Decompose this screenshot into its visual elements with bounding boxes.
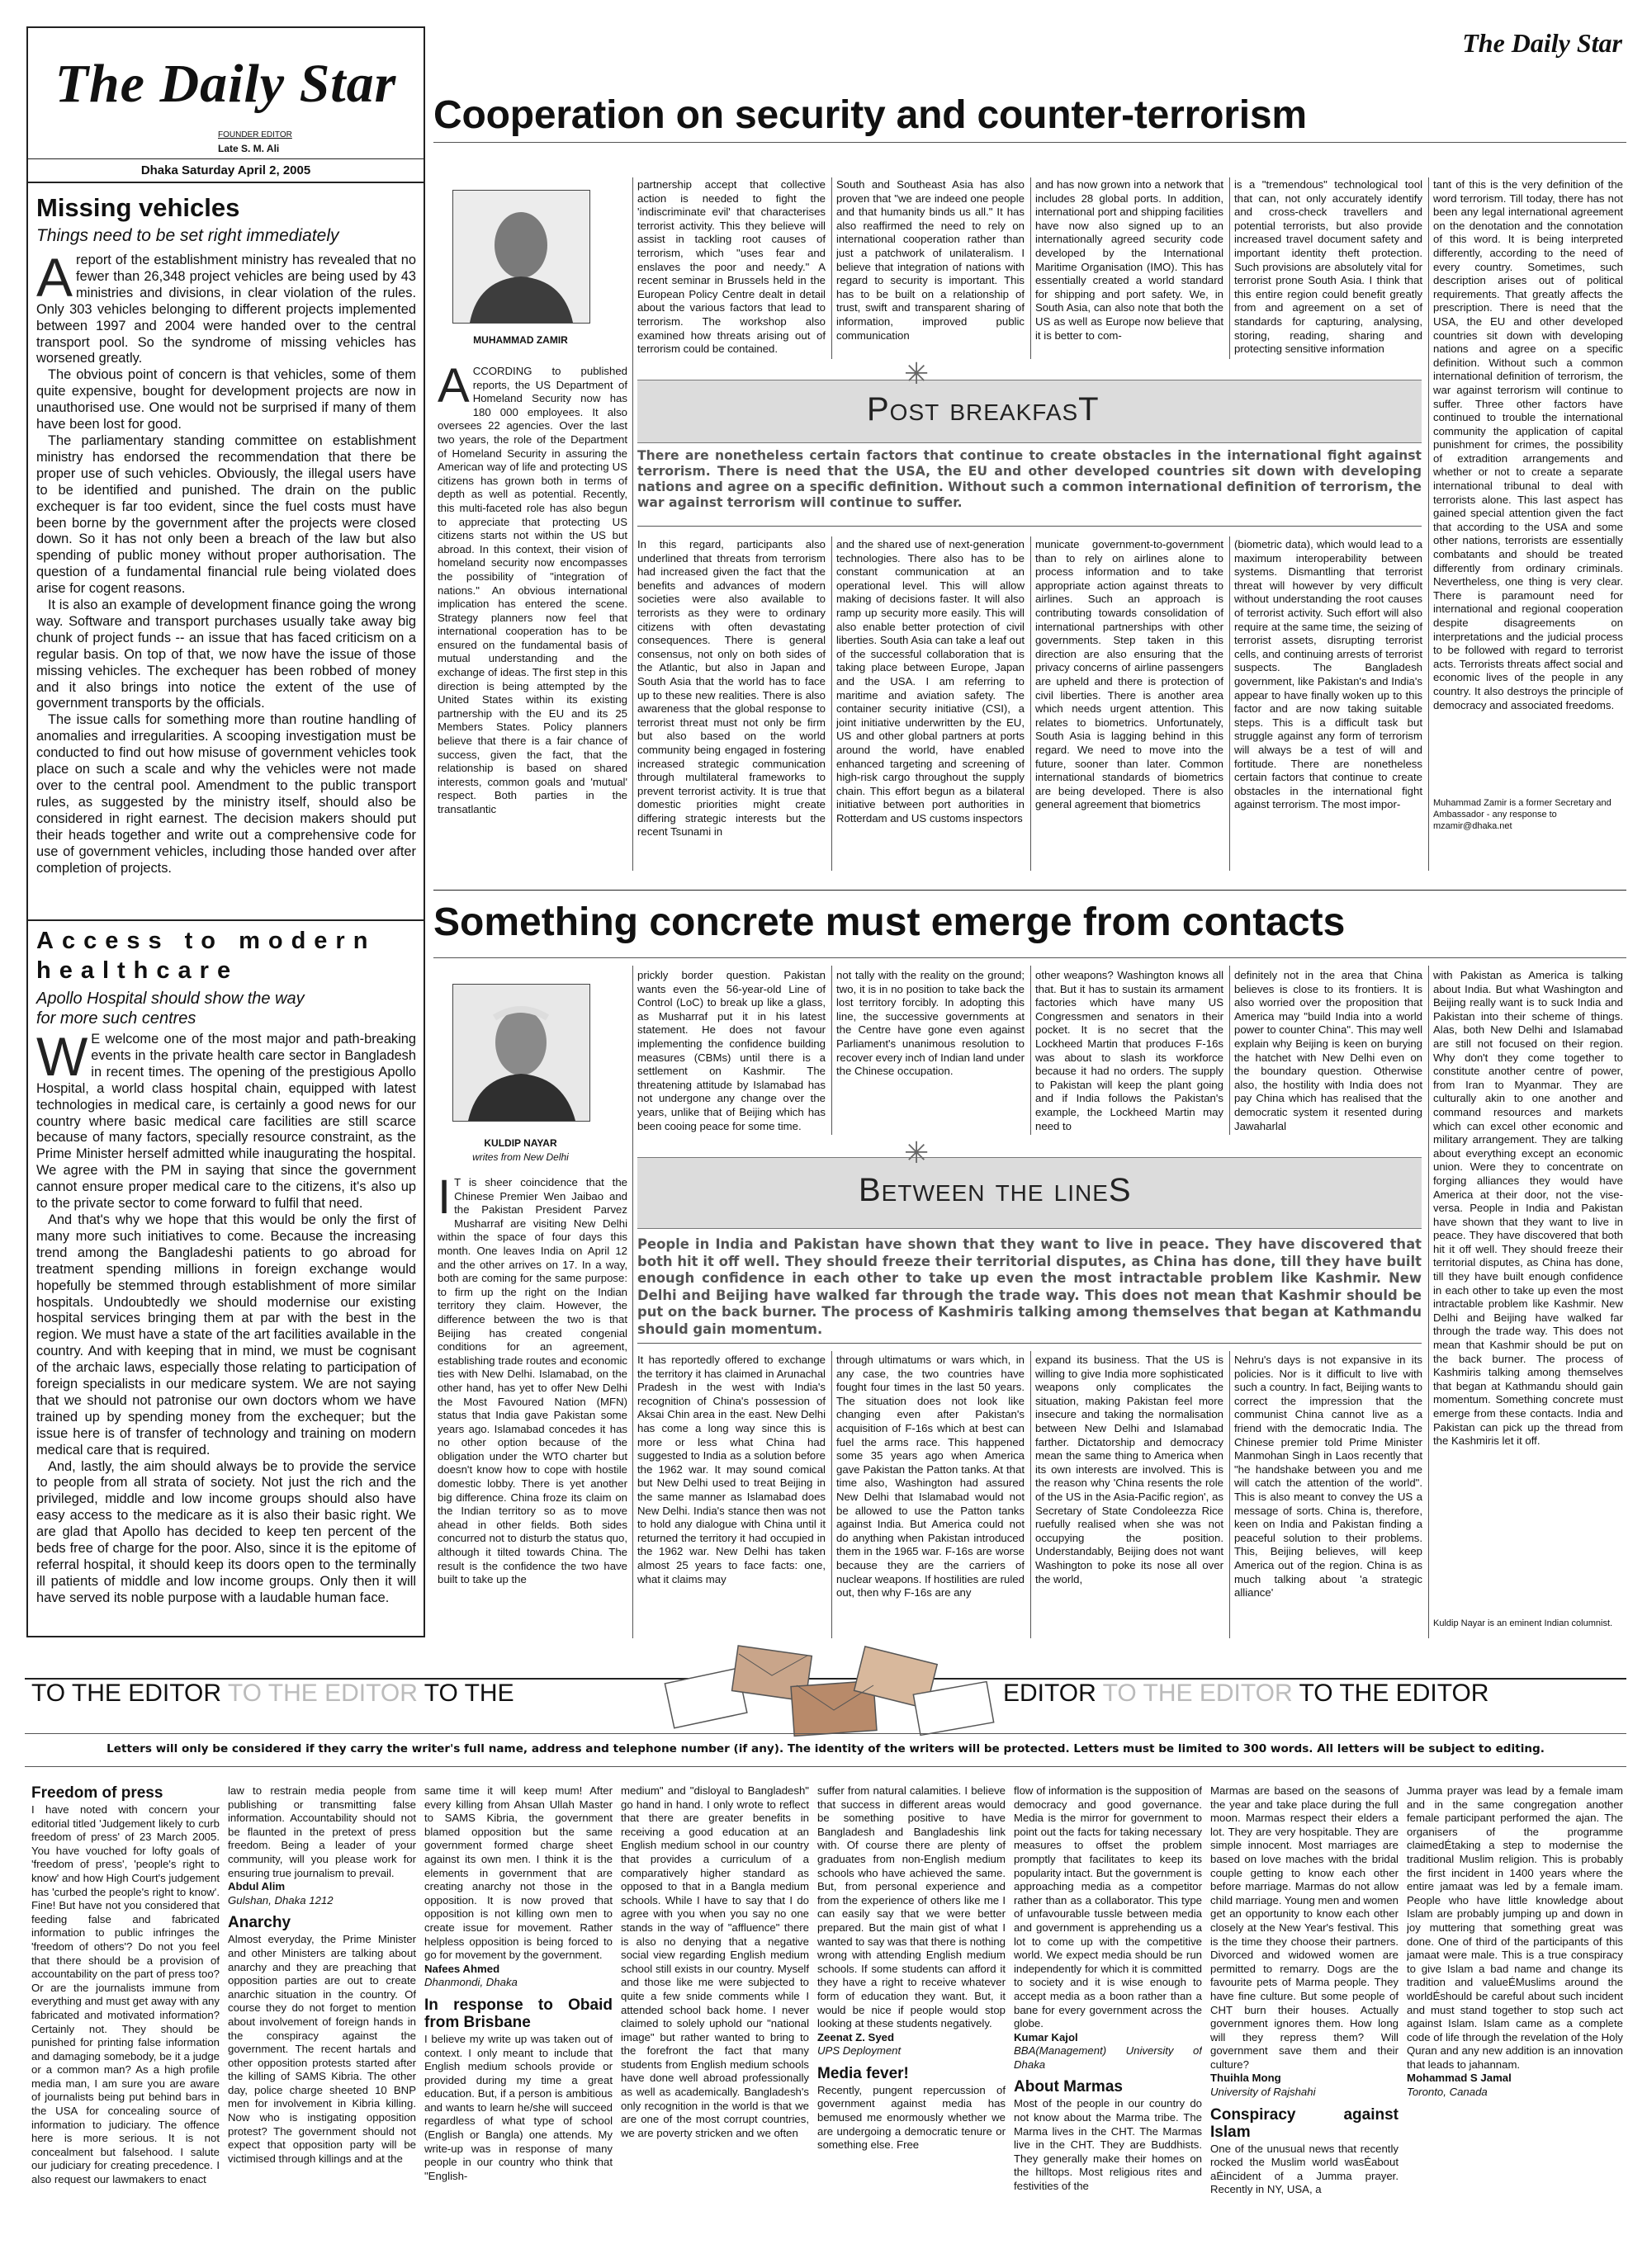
article2-column: other weapons? Washington knows all that. But it has to sustain its armament factories which have many US Congressmen and senators in their pocket. It is no secret that the Lockheed Martin that produces F-16s was about to slash its workforce because it had no orders. The supply to Pakistan will keep the plant going and if India follows the Pakistan's example, the Lockheed Martin may need to xyxy=(1035,969,1223,1132)
column-name: Post breakfasT xyxy=(867,391,1100,428)
letter-location: Gulshan, Dhaka 1212 xyxy=(228,1893,334,1907)
column-rule xyxy=(1229,1351,1230,1638)
paragraph: report of the establishment ministry has revealed that no fewer than 26,348 project vehicles are being used by 43 ministries and divisions, in clear violation of the rules. Only 303 vehicles belonging to different projects implemented between 1997 and 2004 were handed over to the central transport pool. So the syndrome of missing vehicles has worsened greatly. xyxy=(36,253,416,366)
article2-headline: Something concrete must emerge from contacts xyxy=(433,900,1346,944)
letters-notice: Letters will only be considered if they carry the writer's full name, address and telephone number (if any). The identity of the writers will be protected. Letters must be limited to 300 words. All letters will be subject to editing. xyxy=(106,1742,1545,1755)
letter-text: One of the unusual news that recently rocked the Muslim world wasÉabout aÉincident of a Jumma prayer. Recently in NY, USA, a xyxy=(1210,2142,1399,2196)
article2-column: expand its business. That the US is willing to give India more sophisticated weapons only complicates the situation, making Pakistan feel more insecure and taking the normalisation between New Delhi and Islamabad farther. Dictatorship and democracy mean the same thing to America when its own interests are involved. This is the reason why 'China resents the role of the US in the Asia-Pacific region', as Secretary of State Condoleezza Rice ruefully realised when she was not occupying the position. Understandably, Beijing does not want Washington to poke its nose all over the world, xyxy=(1035,1354,1223,1585)
letter-title: About Marmas xyxy=(1014,2078,1123,2096)
author-portrait-image xyxy=(453,985,589,1121)
letter-text: Jumma prayer was lead by a female imam and in the same congregation another female participant performed the ajan. The organisers of the programme claimedÉtaking a step to modernise the traditional Muslim religion. This is probably the first incident in 1400 years where the entire jamaat was led by a female imam. People who have little knowledge about Islam are probably jumping up and down in joy muttering that something great was done. One of third of the participants of this jamaat were male. This is a true conspiracy to give Islam a bad name and change its tradition and valueÉMuslims around the worldÉshould be careful about such incident and must stand together to stop such act against Islam. Islam came as a complete code of life through the revelation of the Holy Quran and any new addition is an innovation that leads to jahannam. xyxy=(1407,1784,1623,2071)
letters-column xyxy=(1210,1784,1399,2251)
envelope-icon xyxy=(660,1642,1007,1741)
dropcap: A xyxy=(36,253,73,308)
letters-column xyxy=(817,1784,1006,2251)
article2-column: through ultimatums or wars which, in any case, the two countries have fought four times in the last 50 years. The situation does not look like changing even after Pakistan's acquisition of F-16s which at best can fuel the arms race. This happened some 35 years ago when America gave Pakistan the Patton tanks. At that time also, Washington had assured New Delhi that Islamabad would not be allowed to use the Patton tanks against India. But America could not do anything when Pakistan introduced them in the 1965 war. F-16s are worse because they are the carriers of nuclear weapons. If hostilities are ruled out, then why F-16s are any xyxy=(836,1354,1025,1599)
editorial2-title: Access to modern healthcare xyxy=(36,928,376,984)
headline-rule xyxy=(433,957,1626,958)
letter-signature: Mohammad S Jamal xyxy=(1407,2072,1512,2085)
paragraph: And, lastly, the aim should always be to provide the service to people from all strata of society. Not just the rich and the privileged, middle and low income groups should also have easy access to the medicare as it is also their basic right. We are glad that Apollo has decided to keep ten percent of the beds free of charge for the poor. Also, since it is the epitome of referral hospital, it should keep its doors open to the terminally ill patients of middle and low income groups. Only then it will have served its noble purpose with a laudable human face. xyxy=(36,1458,416,1605)
author-photo xyxy=(452,984,590,1122)
paragraph: T is sheer coincidence that the Chinese Premier Wen Jaibao and the Pakistan President Parvez Musharraf are visiting New Delhi within the space of four days this month. One leaves India on April 12 and the other arrives on 17. In a way, both are coming for the same purpose: to firm up the right on the Indian territory they claim. However, the difference between the two is that Beijing has created congenial conditions for an agreement, establishing trade routes and economic ties with New Delhi. Islamabad, on the other hand, has yet to offer New Delhi the Most Favoured Nation (MFN) status that India gave Pakistan some years ago. Islamabad concedes it has no other option because of the obligation under the WTO charter but doesn't know how to cope with hostile domestic lobby. There is yet another big difference. China froze its claim on the Indian territory so as to move ahead in other fields. Both sides concurred not to disturb the status quo, although it tilted towards China. The result is the confidence the two have built to take up the xyxy=(438,1176,627,1586)
column-rule xyxy=(1030,1351,1031,1638)
banner-star-icon: ✳ xyxy=(904,357,930,390)
letter-location: University of Rajshahi xyxy=(1210,2086,1316,2099)
column-rule xyxy=(1428,177,1429,871)
letter-location: BBA(Management) University of Dhaka xyxy=(1014,2044,1202,2071)
editorial-subtitle: Things need to be set right immediately xyxy=(36,226,339,245)
letter-text: Recently, pungent repercussion of government against media has bemused me enormously whether we are undergoing a democratic tenure or something else. Free xyxy=(817,2083,1006,2152)
letter-text: Marmas are based on the seasons of the year and take place during the full moon. Marmas respect their elders a lot. They are very hospitable. They are simple innocent. Most marriages are based on love maches with the bridal couple getting to know each other before marriage. Marmas do not allow child marriage. Young men and women get an opportunity to know each other closely at the New Year's festival. This is the time they choose their partners. Divorced and widowed women are permitted to remarry. Dogs are the favourite pets of Marma people. They have fine culture. But some people of CHT burn their houses. Actually government ignores them. How long will they repress them? Will government save them and their culture? xyxy=(1210,1784,1399,2071)
article2-column: Nehru's days is not expansive in its policies. Nor is it difficult to live with such a country. In fact, Beijing wants to correct the impression that the communist China cannot live as a friend with the democratic India. The Chinese premier told Prime Minister Manmohan Singh in Laos recently that "he handshake between you and me will catch the attention of the world". This is also meant to convey the US a message of sorts. China is, therefore, keen on India and Pakistan finding a peaceful solution to their problems. This, Beijing believes, will keep America out of the region. China is as much talking about 'a strategic alliance' xyxy=(1234,1354,1422,1599)
paragraph: The obvious point of concern is that vehicles, some of them quite expensive, bought for development projects are now in unauthorised use. One would not be surprised if many of them have been lost for good. xyxy=(36,367,416,432)
pullquote-rule xyxy=(637,526,1422,527)
author-byline: KULDIP NAYAR xyxy=(484,1137,557,1149)
letters-header-left: TO THE EDITOR TO THE EDITOR TO THE xyxy=(31,1680,514,1707)
letters-rule xyxy=(25,1733,1626,1734)
editorial-sidebar xyxy=(26,26,425,1637)
dateline-rule xyxy=(28,182,424,183)
column-rule xyxy=(1428,966,1429,1638)
author-note: Muhammad Zamir is a former Secretary and Ambassador - any response to mzamir@dhaka.net xyxy=(1433,798,1612,831)
author-byline: MUHAMMAD ZAMIR xyxy=(473,334,568,346)
page-logo: The Daily Star xyxy=(1462,28,1622,58)
letters-column xyxy=(621,1784,809,2251)
letter-signature: Zeenat Z. Syed xyxy=(817,2030,895,2044)
letters-column xyxy=(1407,1784,1623,2251)
column-rule xyxy=(1030,536,1031,871)
author-portrait-image xyxy=(453,191,589,323)
article1-column: and has now grown into a network that includes 28 global ports. In addition, international port and shipping facilities have now also signed up to an internationally agreed security code developed by the International Maritime Organisation (IMO). This has essentially created a world standard for shipping and port safety. We, in South Asia, can also note that both the US as well as Europe now believe that it is better to com- xyxy=(1035,178,1223,342)
column-rule xyxy=(1030,966,1031,1135)
article1-column: and the shared use of next-generation technologies. There also has to be constant communication at an operational level. This will allow making of decisions faster. It will also ramp up security more easily. This will also enable better protection of civil liberties. South Asia can take a leaf out of the successful collaboration that is taking place between Europe, Japan and the USA. I am referring to maritime and aviation safety. The container security initiative (CSI), a joint initiative underwritten by the EU, US and other global partners at ports around the world, have enabled enhanced targeting and screening of high-risk cargo throughout the supply chain. This effort begun as a bilateral initiative between port authorities in Rotterdam and US customs inspectors xyxy=(836,538,1025,825)
column-rule xyxy=(1229,966,1230,1135)
letter-title: Freedom of press xyxy=(31,1784,163,1802)
letter-text: flow of information is the supposition of democracy and good governance. Media is the mirror for government to point out the facts for taking necessary measures to offset the problem promptly that facilitates to keep its popularity intact. But the government is approaching media as a competitor rather than as a collaborator. This type of unfavourable tussle between media and government is apprehending us a lot to come up with the competitive world. We expect media should be run independently for which it is committed to society and it is wise enough to accept media as a boon rather than a bane for every government across the globe. xyxy=(1014,1784,1202,2030)
letters-column xyxy=(228,1784,416,2251)
paragraph: The issue calls for something more than routine handling of anomalies and irregularities. A scooping investigation must be conducted to find out how misuse of government vehicles took place on such a scale and why the vehicles were not made over to the central pool. Amendment to the public transport rules, as suggested by the ministry itself, should also be considered in right earnest. The decision makers should put their heads together and write out a comprehensive code for use of government vehicles, including those handed over after completion of projects. xyxy=(36,712,416,876)
letter-title: Anarchy xyxy=(228,1914,291,1932)
letter-signature: Thuihla Mong xyxy=(1210,2072,1281,2085)
paragraph: It is also an example of development finance going the wrong way. Software and transport purchases usually take away big chunk of project funds -- an issue that has faced criticism on a regular basis. On top of that, we now have the issue of those missing vehicles. The exchequer has been robbed of money and it also brings into notice the extent of the use of government transports by the officials. xyxy=(36,598,416,711)
letter-title: In response to Obaid from Brisbane xyxy=(424,1996,613,2031)
column-rule xyxy=(831,966,832,1135)
letter-location: UPS Deployment xyxy=(817,2044,902,2058)
letter-text: law to restrain media people from publishing or transmitting false information. Accountability should not be flaunted in the pretext of press freedom. Being a leader of your community, will you please work for ensuring true journalism to prevail. xyxy=(228,1784,416,1879)
column-rule xyxy=(831,536,832,871)
article1-column: is a "tremendous" technological tool that can, not only accurately identify and cross-check travellers and potential terrorists, but also provide increased travel document safety and important identity theft protection. Such provisions are absolutely vital for terrorist prone South Asia. I think that this entire region could benefit greatly from and agreement on a set of standards for capturing, analysing, storing, reading, sharing and protecting sensitive information xyxy=(1234,178,1422,356)
dropcap: I xyxy=(438,1176,452,1224)
letters-header-right: EDITOR TO THE EDITOR TO THE EDITOR xyxy=(1003,1680,1489,1707)
masthead-rule xyxy=(28,158,424,159)
article2-column xyxy=(438,1176,627,1638)
dropcap: A xyxy=(438,365,470,413)
letter-location: Dhanmondi, Dhaka xyxy=(424,1976,518,1989)
letter-text: medium" and "disloyal to Bangladesh" go hand in hand. I only wrote to reflect that there are greater benefits in receiving a good education at an English medium school in our country that provides a curriculum of a comparatively higher standard as opposed to that in a Bangla medium schools. While I have to say that I do agree with you when you say no one stands in the way of "affluence" there is also no denying that a negative social view regarding English medium school still exists in our country. Myself and those like me were subjected to quite a few snide comments while I attended school back home. I never claimed to solely uphold our "national image" but rather wanted to bring to the forefront the fact that many students from English medium schools have done well abroad professionally as well as academically. Bangladesh's only recognition in the world is that we are one of the most corrupt countries, we are poverty stricken and we often xyxy=(621,1784,809,2139)
editorial2-body xyxy=(36,1032,416,1631)
paragraph: E welcome one of the most major and path-breaking events in the private health care sector in Bangladesh in recent times. The opening of the prestigious Apollo Hospital, a world class hospital chain, equipped with latest technologies in medical care, is certainly a good news for our country where basic medical care facilities are still scarce because of many factors, specially resource constraint, as the Prime Minister herself admitted while inaugurating the hospital. We agree with the PM in saying that since the government cannot ensure proper medical care to the citizens, it's also up to the private sector to come forward to fulfil that need. xyxy=(36,1032,416,1212)
letters-column xyxy=(424,1784,613,2251)
pullquote: People in India and Pakistan have shown that they want to live in peace. They have discovered that both hit it off well. They should freeze their territorial disputes, as China has done, till they have built enough confidence in each other to take up even the most intractable problem like Kashmir. New Delhi and Beijing have walked far through the trade way. This does not mean that Kashmir should be put on the back burner. The process of Kashmiris talking among themselves that began at Kathmandu should gain momentum. xyxy=(637,1236,1422,1337)
article1-column: South and Southeast Asia has also proven that "we are indeed one people and that humanity binds us all." It has also reaffirmed the need to rely on international cooperation rather than just a patchwork of unilateralism. I believe that integration of nations with regard to security is important. This has to be built on a relationship of trust, swift and transparent sharing of information, improved public communication xyxy=(836,178,1025,342)
author-photo xyxy=(452,190,590,324)
editorial-title: Missing vehicles xyxy=(36,193,240,222)
envelopes-illustration xyxy=(660,1642,1007,1741)
editorial-body xyxy=(36,253,416,910)
column-name: Between the lineS xyxy=(859,1172,1132,1208)
letter-title: Media fever! xyxy=(817,2064,909,2082)
column-rule xyxy=(632,966,633,1638)
article2-column: with Pakistan as America is talking about India. But what Washington and Beijing really want is to suck India and Pakistan into their scheme of things. Alas, both New Delhi and Islamabad are still not focused on their region. Why don't they come together to constitute another centre of power, from Iran to Myanmar. They are culturally akin to one another and command resources and markets which can excel other economic and military arrangement. They are talking about everything except an economic union. Were they to concentrate on forging alliances they would have America at their door, not the vise-versa. People in India and Pakistan have shown that they want to live in peace. They have discovered that both hit it off well. They should freeze their territorial disputes, as China has done, till they have built enough confidence in each other to take up even the most intractable problem like Kashmir. New Delhi and Beijing have walked far through the trade way. This does not mean that Kashmir should be put on the back burner. The process of Kashmiris talking among themselves that began at Kathmandu should gain momentum. Something concrete must emerge from these contacts. India and Pakistan can pick up the thread from the Kashmiris let it off. xyxy=(1433,969,1623,1448)
headline-rule xyxy=(433,142,1626,143)
column-rule xyxy=(1030,177,1031,359)
letter-text: Most of the people in our country do not know about the Marma tribe. The Marma lives in the CHT. The Marmas live in the CHT. They are Buddhists. They generally make their homes on the hilltops. Most religious rites and festivities of the xyxy=(1014,2097,1202,2193)
article2-column: definitely not in the area that China believes is close to its frontiers. It is also worried over the proposition that America may "build India into a world power to counter China". This may well explain why Beijing is keen on burying the hatchet with New Delhi even on the boundary question. Otherwise also, the hostility with India does not pay China which has realised that the democratic system it resented during Jawaharlal xyxy=(1234,969,1422,1132)
article2-column: prickly border question. Pakistan wants even the 56-year-old Line of Control (LoC) to break up like a glass, as Musharraf put it in his latest statement. He does not favour implementing the confidence building measures (CBMs) until there is a settlement on Kashmir. The threatening attitude by Islamabad has not undergone any change over the years, unlike that of Beijing which has been cooing peace for some time. xyxy=(637,969,826,1132)
dateline: Dhaka Saturday April 2, 2005 xyxy=(140,163,311,177)
letters-rule xyxy=(25,1766,1626,1767)
article1-column: partnership accept that collective action is needed to fight the 'indiscriminate evil' that characterises terrorist activity. This they believe will assist in tackling root causes of terrorism, which "uses fear and enslaves the poor and needy." A recent seminar in Brussels held in the European Policy Centre dealt in detail about the various factors that lead to terrorism. The workshop also examined how threats arising out of terrorism could be contained. xyxy=(637,178,826,356)
letter-text: same time it will keep mum! After every killing from Ahsan Ullah Master to SAMS Kibria, the government blamed opposition but the same government formed charge sheet against its own men. I think it is the elements in government that are creating anarchy not those in the opposition. It is now proved that opposition is not killing own men to create issue for movement. Rather helpless opposition is being forced to go for movement by the government. xyxy=(424,1784,613,1962)
article1-column: In this regard, participants also underlined that threats from terrorism had increased given the fact that the benefits and advances of modern societies were also available to terrorists as they were to ordinary citizens with often devastating consequences. There is general consensus, not only on both sides of the Atlantic, but also in Japan and South Asia that the world has to face up to these new realities. There is also awareness that the global response to terrorist threat must not only be firm but also based on the world community being engaged in fostering increased strategic communication through multilateral frameworks to prevent terrorist activity. It is true that domestic priorities might create differing strategic interests but the recent Tsunami in xyxy=(637,538,826,839)
letter-text: Almost everyday, the Prime Minister and other Ministers are talking about anarchy and they are preaching that opposition parties are out to create anarchic situation in the country. Of course they do not forget to mention about involvement of foreign hands in the conspiracy against the government. The recent hartals and other opposition protests started after the killing of SAMS Kibria. The other day, police charge sheeted 10 BNP men for involvement in Kibria killing. Now who is instigating opposition protest? The government should not expect that opposition party will be victimised through killings and at the xyxy=(228,1933,416,2165)
founder-label: FOUNDER EDITOR xyxy=(218,130,292,139)
author-note: Kuldip Nayar is an eminent Indian columnist. xyxy=(1433,1618,1613,1628)
pullquote: There are nonetheless certain factors that continue to create obstacles in the international fight against terrorism. There is need that the USA, the EU and other developed countries sit down with developing nations and agree on a specific definition. Without such a common international definition of terrorism, the war against terrorism will continue to suffer. xyxy=(637,448,1422,510)
article1-column: tant of this is the very definition of the word terrorism. Till today, there has not been any legal international agreement on the denotation and the connotation of this word. It is being interpreted differently, according to the need of every country. Sometimes, such description arises out of political requirements. That greatly affects the prescription. There is need that the USA, the EU and other developed countries sit down with developing nations and agree on a specific definition. Without such a common international definition of terrorism, the war against terrorism will continue to suffer. Three other factors have continued to trouble the international community the application of capital punishment for crimes, the possibility of extradition arrangements and whether or not to create a separate international tribunal to deal with terrorists alone. This last aspect has gained special attention given the fact that according to the USA and some other nations, terrorists are essentially combatants and should be treated differently from ordinary criminals. Nevertheless, one thing is very clear. There is paramount need for international and regional cooperation despite disagreements on interpretations and the judicial process to be followed with regard to terrorist acts. Terrorists threats affect social and economic lives of the people in any country. It also destroys the principle of democracy and associated freedoms. xyxy=(1433,178,1623,711)
pullquote-rule xyxy=(637,1343,1422,1344)
article1-column: (biometric data), which would lead to a maximum interoperability between systems. Dismantling that terrorist threat will however by very difficult without understanding the root causes of terrorist activity. Such effort will also require at the same time, the seizing of terrorist assets, disrupting terrorist cells, and continuing arrests of terrorist suspects. The Bangladesh government, like Pakistan's and India's appear to have finally woken up to this factor and are now taking suitable steps. This is a difficult task but struggle against any form of terrorism will always be a test of will and fortitude. There are nonetheless certain factors that continue to create obstacles in the international fight against terrorism. The most impor- xyxy=(1234,538,1422,811)
column-rule xyxy=(831,177,832,359)
banner-star-icon: ✳ xyxy=(904,1136,930,1169)
author-note: writes from New Delhi xyxy=(472,1151,569,1163)
article2-column: It has reportedly offered to exchange the territory it has claimed in Arunachal Pradesh in the west with India's recognition of China's possession of Aksai Chin area in the east. New Delhi has come a long way since this is more or less what China had suggested to India as a solution before the 1962 war. It may sound comical but New Delhi used to treat Beijing in the same manner as Islamabad does New Delhi. India's stance then was not to hold any dialogue with China until it returned the territory it had occupied in the 1962 war. New Delhi has taken almost 25 years to face facts: one, what it claims may xyxy=(637,1354,826,1585)
paragraph: CCORDING to published reports, the US Department of Homeland Security now has 180 000 employees. It also oversees 22 agencies. Over the last two years, the role of the Department of Homeland Security in assuring the American way of life and protecting US citizens has grown both in terms of depth as well as potential. Recently, this multi-faceted role has also begun to appreciate that protecting US citizens starts not within the US but abroad. In this context, their vision of homeland security now encompasses the possibility of "integration of nations." An obvious international implication has entered the scene. Strategy planners now feel that international cooperation has to be ensured on the fundamental basis of mutual understanding and the exchange of ideas. The first step in this direction is being attempted by the United States within its existing partnership with the EU and its 25 Members States. Policy planners believe that there is a fair chance of success, given the fact, that the relationship is based on shared interests, common goals and 'mutual' respect. Both parties in the transatlantic xyxy=(438,365,627,815)
letters-column xyxy=(31,1784,220,2251)
letter-signature: Abdul Alim xyxy=(228,1880,286,1893)
section-divider xyxy=(28,919,424,921)
column-rule xyxy=(831,1351,832,1638)
article-divider xyxy=(433,890,1626,891)
article1-column: municate government-to-government than to rely on airlines alone to process information and to take appropriate action against threats to airlines. Such an approach is contributing towards consolidation of international partnerships with other governments. Step taken in this direction are also ensuring that the privacy concerns of airline passengers are upheld and there is protection of civil liberties. There is another area which needs urgent attention. This relates to biometrics. Unfortunately, South Asia is lagging behind in this regard. We need to move into the future, sooner than later. Common international standards of biometrics are being developed. There is also general agreement that biometrics xyxy=(1035,538,1223,811)
dropcap: W xyxy=(36,1032,88,1087)
letter-location: Toronto, Canada xyxy=(1407,2086,1488,2099)
letter-text: suffer from natural calamities. I believe that success in different areas would be something positive to have Bangladesh and Bangladeshis link with. Of course there are plenty of graduates from non-English medium schools who have achieved the same. But, from personal experience and from the experience of others like me I can easily say that we were better prepared. But the main gist of what I wanted to say was that there is nothing wrong with attending English medium schools. If some students can afford it they have a right to receive whatever form of education they want. But, it would be nice if people would stop looking at these students negatively. xyxy=(817,1784,1006,2030)
column-rule xyxy=(1229,177,1230,359)
letter-title: Conspiracy against Islam xyxy=(1210,2105,1399,2141)
masthead-logo: The Daily Star xyxy=(54,54,397,114)
letter-signature: Kumar Kajol xyxy=(1014,2030,1078,2044)
editorial2-subtitle: Apollo Hospital should show the way for more such centres xyxy=(36,990,305,1028)
paragraph: The parliamentary standing committee on establishment ministry has endorsed the recommendation that there be proper use of such vehicles. Obviously, the illegal users have to be identified and punished. The drain on the public exchequer is far too evident, since the fuel costs must have been borne by the government after the projects were closed down. So it has not only been a breach of the law but also spending of public money without proper authorisation. The question of a fundamental financial rule being violated does arise for cogent reasons. xyxy=(36,432,416,597)
letter-text: I have noted with concern your editorial titled 'Judgement likely to curb freedom of press' of 23 March 2005. You have vouched for lofty goals of 'freedom of press', 'people's right to know' and how High Court's judgement has 'curbed the people's right to know'. Fine! But have not you considered that feeding false and fabricated information to public infringes the 'freedom of others'? Do not you feel that there should be a provision of accountability on the part of press too? Or are the journalists immune from everything and must get away with any fabricated and motivated information? Certainly not. They should be punished for printing false information and damaging somebody, be it a judge or a common man? As a high profile media man, I am sure you are aware of journalists being put behind bars in the USA for concealing source of information to judiciary. The offence here is more serious. It is not concealment but falsehood. I salute our judiciary for creating precedence. I also request our lawmakers to enact xyxy=(31,1803,220,2186)
article1-headline: Cooperation on security and counter-terrorism xyxy=(433,93,1307,137)
letter-text: I believe my write up was taken out of context. I only meant to include that English medium schools provide or provided during my time a great education. But, if a person is ambitious and wants to learn he/she will succeed regardless of what type of school (English or Bangla) one attends. My write-up was in response of many people in our country who think that "English- xyxy=(424,2032,613,2182)
article2-column: not tally with the reality on the ground; two, it is in no position to take back the lost territory forcibly. In adopting this line, the successive governments at the Centre have gone even against Parliament's unanimous resolution to recover every inch of Indian land under the Chinese occupation. xyxy=(836,969,1025,1078)
column-rule xyxy=(1229,536,1230,871)
founder-name: Late S. M. Ali xyxy=(218,143,280,154)
column-rule xyxy=(632,177,633,871)
paragraph: And that's why we hope that this would be only the first of many more such initiatives to come. Because the increasing trend among the Bangladeshi patients to go abroad for treatment spending millions in foreign exchange would hopefully be stemmed through establishment of more similar hospitals. Undoubtedly we should modernise our existing hospital services bringing them at par with the best in the region. We must have a state of the art facilities available in the country. And with keeping that in mind, we must be cognisant of the archaic laws, especially those relating to participation of foreign specialists in our medicare system. We are not saying that we should not patronise our own doctors whom we have trained up by spending money from the exchequer; but the issue here is of transfer of technology and training on modern medical care that is required. xyxy=(36,1212,416,1458)
letters-column xyxy=(1014,1784,1202,2251)
letter-signature: Nafees Ahmed xyxy=(424,1962,500,1975)
